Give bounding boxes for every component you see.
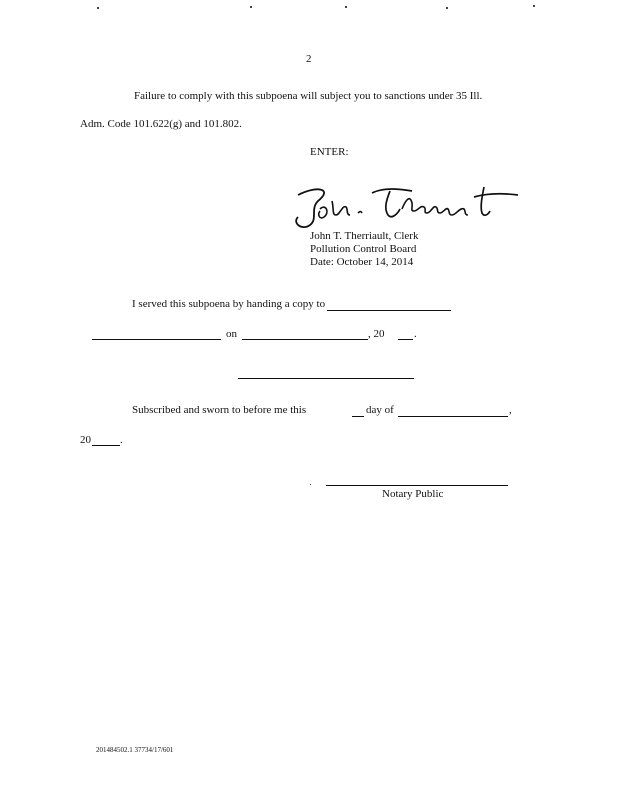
service-date-blank (242, 339, 368, 340)
notary-signature-line (326, 485, 508, 486)
scan-speck (310, 484, 311, 485)
served-person-blank (327, 310, 451, 311)
failure-paragraph-line1: Failure to comply with this subpoena will subject you to sanctions under 35 Ill. (134, 90, 483, 102)
service-year-blank (398, 339, 413, 340)
service-year-prefix: , 20 (368, 328, 385, 340)
clerk-organization: Pollution Control Board (310, 243, 417, 255)
oath-year-suffix: . (120, 434, 123, 446)
oath-day-blank (352, 416, 364, 417)
notary-label: Notary Public (382, 488, 444, 500)
enter-label: ENTER: (310, 146, 349, 158)
oath-month-blank (398, 416, 508, 417)
oath-year-prefix: 20 (80, 434, 91, 446)
service-year-suffix: . (414, 328, 417, 340)
oath-text: Subscribed and sworn to before me this (132, 404, 307, 416)
failure-paragraph-line2: Adm. Code 101.622(g) and 101.802. (80, 118, 242, 130)
service-location-blank (92, 339, 221, 340)
clerk-name-title: John T. Therriault, Clerk (310, 230, 419, 242)
scan-speck (533, 5, 535, 7)
clerk-signature (288, 183, 520, 231)
scan-speck (446, 7, 448, 9)
page-number: 2 (306, 53, 312, 65)
service-intro: I served this subpoena by handing a copy to (132, 298, 326, 310)
server-signature-line (238, 378, 414, 379)
clerk-signature-block (310, 230, 418, 269)
oath-year-blank (92, 445, 120, 446)
scan-speck (250, 6, 252, 8)
clerk-date: Date: October 14, 2014 (310, 256, 414, 268)
scan-speck (345, 6, 347, 8)
oath-day-of: day of (366, 404, 394, 416)
scan-speck (97, 7, 99, 9)
service-on-label: on (226, 328, 237, 340)
footer-document-code: 201484502.1 37734/17/601 (96, 746, 174, 754)
oath-comma: , (509, 404, 512, 416)
